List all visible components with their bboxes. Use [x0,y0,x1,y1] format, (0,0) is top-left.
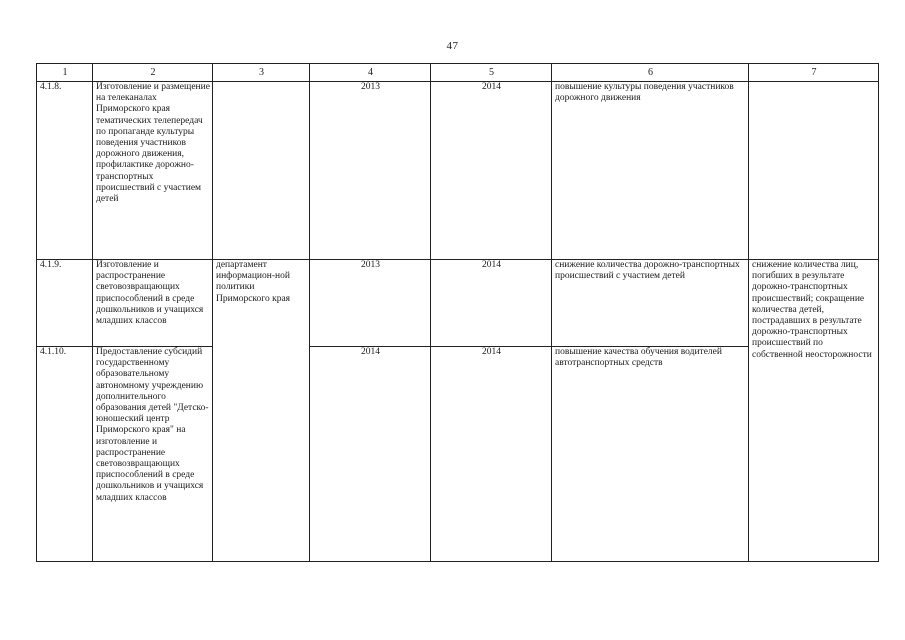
column-header: 7 [749,64,879,82]
action-cell: Предоставление субсидий государственному образовательному автономному учреждению дополнительного образования детей "Детско-юношеский центр Приморского края" на изготовление и распространение световозвращающих приспособлений в среде дошкольников и учащихся младших классов [93,347,213,562]
direct-result-cell: снижение количества дорожно-транспортных происшествий с участием детей [552,260,749,347]
column-header: 3 [213,64,310,82]
column-header: 2 [93,64,213,82]
item-number: 4.1.8. [37,82,93,260]
indicator-cell: снижение количества лиц, погибших в результате дорожно-транспортных происшествий; сокращение количества детей, пострадавших в результате дорожно-транспортных происшествий по собственной неосторожности [749,260,879,562]
executor-cell [213,82,310,260]
item-number: 4.1.10. [37,347,93,562]
table-row [37,260,879,347]
column-header: 5 [431,64,552,82]
executor-cell: департамент информацион-ной политики Приморского края [213,260,310,562]
end-year: 2014 [431,82,552,260]
measures-table [36,63,879,562]
direct-result-cell: повышение качества обучения водителей автотранспортных средств [552,347,749,562]
end-year: 2014 [431,260,552,347]
start-year: 2014 [310,347,431,562]
column-header: 4 [310,64,431,82]
start-year: 2013 [310,82,431,260]
column-header: 6 [552,64,749,82]
page-number: 47 [446,40,459,52]
end-year: 2014 [431,347,552,562]
start-year: 2013 [310,260,431,347]
item-number: 4.1.9. [37,260,93,347]
table-header-row [37,64,879,82]
direct-result-cell: повышение культуры поведения участников дорожного движения [552,82,749,260]
indicator-cell [749,82,879,260]
action-cell: Изготовление и распространение световозвращающих приспособлений в среде дошкольников и учащихся младших классов [93,260,213,347]
table-row [37,82,879,260]
column-header: 1 [37,64,93,82]
action-cell: Изготовление и размещение на телеканалах Приморского края тематических телепередач по пропаганде культуры поведения участников дорожного движения, профилактике дорожно-транспортных происшествий с участием детей [93,82,213,260]
